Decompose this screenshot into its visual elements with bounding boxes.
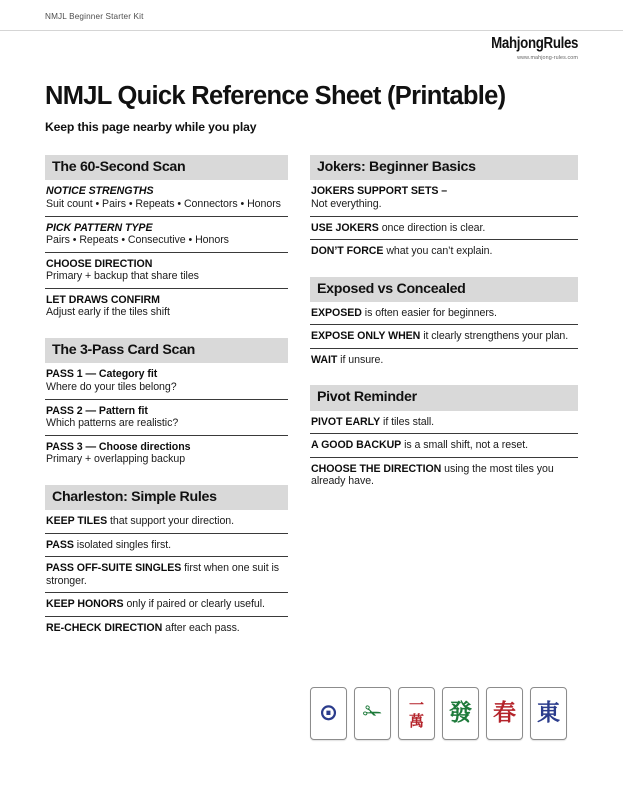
rule-item-body: once direction is clear.: [378, 221, 486, 234]
rule-item-line: [46, 441, 288, 454]
rule-item-body: using the most tiles you already have.: [311, 462, 554, 488]
one-crak-tile: [398, 687, 435, 740]
rule-item-body: after each pass.: [162, 621, 240, 634]
tile-glyph: 一 萬: [408, 696, 424, 730]
rule-item-line: [46, 368, 288, 381]
section-heading: Pivot Reminder: [310, 385, 578, 410]
tile-glyph: 春: [493, 700, 516, 726]
rule-item-line: [46, 539, 288, 552]
section-heading: Exposed vs Concealed: [310, 277, 578, 302]
rule-item-body: Primary + overlapping backup: [46, 453, 186, 466]
tile-glyph: 發: [449, 700, 472, 726]
rule-item-lead: A GOOD BACKUP: [311, 439, 402, 452]
section-items: [45, 510, 288, 639]
section-exposed-vs-concealed: [310, 277, 578, 372]
one-bamboo-tile: [354, 687, 391, 740]
rule-item-line: [311, 416, 578, 429]
rule-item-lead: CHOOSE THE DIRECTION: [311, 462, 442, 475]
rule-item-body: that support your direction.: [107, 515, 235, 528]
tile-glyph: ✁: [362, 700, 383, 726]
rule-item-lead: CHOOSE DIRECTION: [46, 257, 153, 270]
rule-item-lead: JOKERS SUPPORT SETS –: [311, 185, 448, 198]
rule-item-line: [311, 307, 578, 320]
rule-item-body: Not everything.: [311, 197, 382, 210]
rule-item-line: [311, 185, 578, 198]
rule-item-lead: DON’T FORCE: [311, 245, 384, 258]
rule-item-body: first when one suit is stronger.: [46, 562, 280, 587]
rule-item-lead: PASS OFF-SUITE SINGLES: [46, 562, 182, 575]
section-items: [45, 363, 288, 471]
section-pivot-reminder: [310, 385, 578, 492]
one-dot-tile: [310, 687, 347, 740]
east-wind-tile: [530, 687, 567, 740]
rule-item-body: Suit count • Pairs • Repeats • Connectors • Honors: [46, 197, 281, 210]
rule-item-line: [46, 294, 288, 307]
rule-item: [310, 349, 578, 372]
section-jokers-beginner-basics: [310, 155, 578, 263]
section-items: [310, 180, 578, 262]
rule-item-line: [311, 463, 578, 488]
rule-item: [45, 289, 288, 324]
rule-item: [45, 400, 288, 436]
rule-item-line: [46, 222, 288, 235]
right-column: [310, 155, 578, 507]
rule-item-lead: PASS: [46, 538, 74, 551]
rule-item: [310, 180, 578, 216]
rule-item-line: [46, 185, 288, 198]
rule-item-lead: PASS 1 — Category fit: [46, 368, 158, 381]
section-heading: Jokers: Beginner Basics: [310, 155, 578, 180]
rule-item: [45, 253, 288, 289]
rule-item-body: is a small shift, not a reset.: [401, 439, 528, 452]
rule-item: [45, 510, 288, 534]
rule-item: [45, 180, 288, 216]
section-charleston-simple-rules: [45, 485, 288, 639]
rule-item-line: [46, 562, 288, 587]
rule-item-line: [46, 622, 288, 635]
header-divider-rule: [0, 30, 623, 31]
rule-item-lead: LET DRAWS CONFIRM: [46, 293, 160, 306]
rule-item: [310, 240, 578, 263]
rule-item-line: [311, 222, 578, 235]
section-items: [45, 180, 288, 324]
rule-item-body: Which patterns are realistic?: [46, 417, 179, 430]
left-column: [45, 155, 288, 653]
rule-item: [310, 411, 578, 435]
rule-item-body: it clearly strengthens your plan.: [420, 330, 569, 343]
rule-item: [310, 217, 578, 241]
rule-item-lead: KEEP HONORS: [46, 598, 124, 611]
brand-block: [477, 36, 578, 61]
rule-item-lead: EXPOSED: [311, 306, 362, 319]
rule-item-line: [46, 515, 288, 528]
rule-item-line: [311, 354, 578, 367]
rule-item-body: if tiles stall.: [380, 415, 435, 428]
rule-item-body: Pairs • Repeats • Consecutive • Honors: [46, 234, 229, 247]
page-subtitle: Keep this page nearby while you play: [45, 120, 257, 134]
rule-item-lead: EXPOSE ONLY WHEN: [311, 330, 421, 343]
rule-item: [45, 436, 288, 471]
rule-item: [45, 557, 288, 593]
rule-item-lead: PIVOT EARLY: [311, 415, 381, 428]
page-title: NMJL Quick Reference Sheet (Printable): [45, 82, 506, 110]
rule-item-body: Where do your tiles belong?: [46, 380, 177, 393]
rule-item: [45, 534, 288, 558]
section-heading: Charleston: Simple Rules: [45, 485, 288, 510]
section-heading: The 60-Second Scan: [45, 155, 288, 180]
rule-item: [45, 217, 288, 253]
rule-item-line: [46, 598, 288, 611]
brand-name: MahjongRules: [491, 35, 578, 52]
rule-item-body: isolated singles first.: [73, 538, 172, 551]
rule-item-lead: NOTICE STRENGTHS: [46, 185, 154, 198]
rule-item-body: Primary + backup that share tiles: [46, 270, 199, 283]
rule-item-lead: PICK PATTERN TYPE: [46, 221, 153, 234]
rule-item-body: Adjust early if the tiles shift: [46, 306, 170, 319]
rule-item: [310, 325, 578, 349]
spring-flower-tile: [486, 687, 523, 740]
rule-item-lead: PASS 2 — Pattern fit: [46, 404, 148, 417]
rule-item: [45, 363, 288, 399]
rule-item: [45, 617, 288, 640]
brand-url: www.mahjong-rules.com: [517, 55, 578, 62]
rule-item-line: [311, 245, 578, 258]
rule-item: [45, 593, 288, 617]
rule-item-lead: USE JOKERS: [311, 221, 379, 234]
section-items: [310, 411, 578, 493]
rule-item-line: [311, 439, 578, 452]
rule-item-line: [46, 405, 288, 418]
section-items: [310, 302, 578, 372]
mahjong-tiles-row: [310, 687, 567, 740]
section-the-60-second-scan: [45, 155, 288, 324]
section-heading: The 3-Pass Card Scan: [45, 338, 288, 363]
rule-item-body: what you can’t explain.: [383, 245, 493, 258]
rule-item-body: is often easier for beginners.: [361, 306, 497, 319]
green-dragon-tile: [442, 687, 479, 740]
rule-item-body: if unsure.: [337, 353, 384, 366]
rule-item-lead: WAIT: [311, 353, 338, 366]
rule-item-lead: RE-CHECK DIRECTION: [46, 621, 163, 634]
rule-item-lead: PASS 3 — Choose directions: [46, 440, 191, 453]
running-header-text: NMJL Beginner Starter Kit: [45, 12, 144, 21]
rule-item: [310, 434, 578, 458]
rule-item-line: [311, 330, 578, 343]
rule-item-lead: KEEP TILES: [46, 515, 108, 528]
section-the-3-pass-card-scan: [45, 338, 288, 471]
rule-item: [310, 302, 578, 326]
tile-glyph: ⊙: [318, 700, 339, 726]
running-header: [0, 12, 623, 32]
rule-item: [310, 458, 578, 493]
rule-item-line: [46, 258, 288, 271]
rule-item-body: only if paired or clearly useful.: [123, 598, 265, 611]
tile-glyph: 東: [537, 700, 560, 726]
